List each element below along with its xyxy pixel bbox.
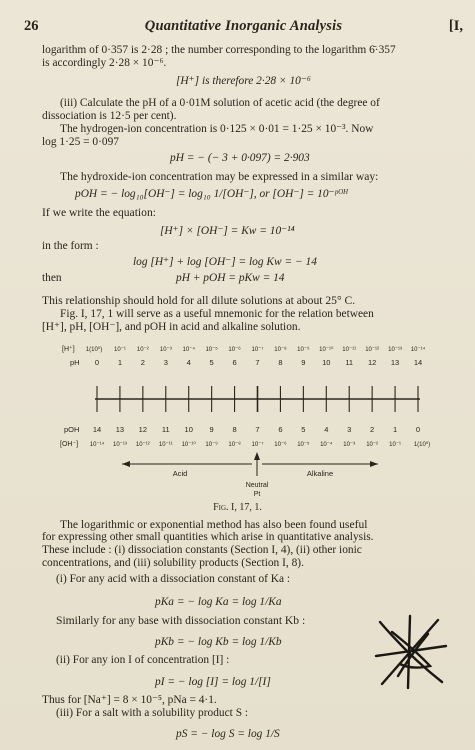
ph-value: 1 bbox=[117, 358, 123, 367]
equation: pS = − log S = log 1/S bbox=[176, 728, 280, 740]
point-label: Pt bbox=[253, 491, 261, 498]
ph-scale-figure bbox=[0, 340, 475, 500]
ph-value: 9 bbox=[301, 358, 306, 367]
row-label-h: [H⁺] bbox=[62, 346, 75, 353]
text-line: dissociation is 12·5 per cent). bbox=[42, 110, 177, 122]
ph-value: 13 bbox=[390, 358, 400, 367]
acid-arrow bbox=[122, 461, 252, 467]
oh-value: 10⁻⁸ bbox=[228, 442, 241, 448]
h-value: 10⁻¹³ bbox=[388, 347, 402, 353]
h-value: 10⁻¹⁰ bbox=[319, 347, 334, 353]
equation: pH = − (− 3 + 0·097) = 2·903 bbox=[170, 152, 310, 164]
text-line: (iii) Calculate the pH of a 0·01M solution of acetic acid (the degree of bbox=[60, 97, 380, 109]
oh-value: 10⁻⁹ bbox=[205, 442, 218, 448]
text-line: logarithm of 0·357 is 2·28 ; the number corresponding to the logarithm 6̄·357 bbox=[42, 44, 396, 56]
poh-value: 2 bbox=[370, 425, 375, 434]
poh-value: 3 bbox=[347, 425, 352, 434]
oh-value: 1(10⁰) bbox=[413, 442, 431, 448]
ph-value: 5 bbox=[209, 358, 214, 367]
poh-values bbox=[93, 425, 420, 434]
ink-scribble-mark bbox=[370, 612, 450, 692]
row-label-ph: pH bbox=[70, 358, 80, 367]
text-line: These include : (i) dissociation constants (Section I, 4), (ii) other ionic bbox=[42, 544, 362, 556]
poh-value: 4 bbox=[324, 425, 329, 434]
text-line: This relationship should hold for all dilute solutions at about 25° C. bbox=[42, 294, 356, 307]
oh-value: 10⁻⁷ bbox=[251, 442, 264, 448]
h-value: 10⁻³ bbox=[159, 347, 172, 353]
equation: pOH = − log₁₀[OH⁻] = log₁₀ 1/[OH⁻], or [OH⁻] = 10⁻ᵖᴼᴴ bbox=[75, 188, 348, 200]
oh-value: 10⁻⁶ bbox=[274, 442, 287, 448]
text-line: for expressing other small quantities which arise in quantitative analysis. bbox=[42, 531, 374, 543]
poh-value: 1 bbox=[392, 425, 398, 434]
ph-value: 2 bbox=[140, 358, 145, 367]
h-value: 10⁻⁷ bbox=[251, 347, 264, 353]
ph-value: 12 bbox=[367, 358, 377, 367]
ph-value: 14 bbox=[413, 358, 423, 367]
h-value: 10⁻¹ bbox=[114, 347, 126, 353]
equation: log [H⁺] + log [OH⁻] = log Kw = − 14 bbox=[133, 256, 317, 268]
poh-value: 5 bbox=[301, 425, 306, 434]
text-line: log 1·25 = 0·097 bbox=[42, 136, 119, 148]
neutral-label: Neutral bbox=[245, 482, 269, 489]
ph-value: 4 bbox=[186, 358, 191, 367]
poh-value: 14 bbox=[92, 425, 102, 434]
h-values bbox=[86, 346, 426, 353]
alkaline-arrow bbox=[262, 461, 378, 467]
acid-label: Acid bbox=[172, 469, 188, 478]
oh-value: 10⁻² bbox=[366, 442, 379, 448]
poh-value: 10 bbox=[184, 425, 193, 434]
poh-value: 6 bbox=[278, 425, 283, 434]
ph-value: 11 bbox=[345, 358, 354, 367]
ph-value: 7 bbox=[255, 358, 260, 367]
h-value: 10⁻¹⁴ bbox=[410, 347, 426, 353]
text-line: If we write the equation: bbox=[42, 206, 156, 219]
h-value: 10⁻⁸ bbox=[274, 347, 287, 353]
h-value: 10⁻⁹ bbox=[297, 347, 310, 353]
text-line: The hydrogen-ion concentration is 0·125 × 0·01 = 1·25 × 10⁻³. Now bbox=[60, 123, 374, 135]
equation: [H⁺] × [OH⁻] = Kw = 10⁻¹⁴ bbox=[160, 225, 295, 237]
text-line: Thus for [Na⁺] = 8 × 10⁻⁵, pNa = 4·1. bbox=[42, 694, 217, 706]
h-value: 10⁻¹² bbox=[365, 347, 380, 353]
ph-value: 10 bbox=[322, 358, 331, 367]
text-line: (ii) For any ion I of concentration [I] : bbox=[56, 654, 230, 666]
poh-value: 11 bbox=[161, 425, 170, 434]
text-line: then bbox=[42, 272, 62, 284]
oh-value: 10⁻¹⁰ bbox=[181, 442, 196, 448]
oh-value: 10⁻¹³ bbox=[113, 442, 127, 448]
page-number: 26 bbox=[24, 18, 39, 34]
equation: pI = − log [I] = log 1/[I] bbox=[155, 676, 271, 688]
poh-value: 8 bbox=[232, 425, 237, 434]
h-value: 10⁻⁶ bbox=[228, 347, 241, 353]
equation: [H⁺] is therefore 2·28 × 10⁻⁶ bbox=[176, 75, 311, 87]
h-value: 10⁻¹¹ bbox=[342, 347, 357, 353]
oh-value: 10⁻⁴ bbox=[320, 442, 333, 448]
figure-caption: Fig. I, 17, 1. bbox=[213, 502, 262, 513]
neutral-arrow bbox=[254, 452, 260, 476]
text-line: The logarithmic or exponential method has also been found useful bbox=[60, 518, 368, 531]
ph-values bbox=[95, 358, 422, 367]
ph-value: 3 bbox=[163, 358, 168, 367]
equation: pKa = − log Ka = log 1/Ka bbox=[155, 596, 282, 608]
page-header bbox=[24, 18, 463, 36]
h-value: 10⁻⁵ bbox=[205, 347, 218, 353]
text-line: [H⁺], pH, [OH⁻], and pOH in acid and alkaline solution. bbox=[42, 321, 301, 333]
ph-value: 8 bbox=[278, 358, 283, 367]
text-line: The hydroxide-ion concentration may be expressed in a similar way: bbox=[60, 170, 379, 183]
poh-value: 12 bbox=[138, 425, 148, 434]
h-value: 1(10⁰) bbox=[85, 347, 103, 353]
oh-value: 10⁻⁵ bbox=[297, 442, 310, 448]
oh-values bbox=[90, 441, 430, 448]
poh-value: 0 bbox=[415, 425, 421, 434]
poh-value: 7 bbox=[255, 425, 260, 434]
oh-value: 10⁻¹⁴ bbox=[89, 442, 105, 448]
oh-value: 10⁻¹¹ bbox=[158, 442, 173, 448]
text-line: (iii) For a salt with a solubility product S : bbox=[56, 707, 249, 719]
h-value: 10⁻² bbox=[136, 347, 149, 353]
ph-value: 6 bbox=[232, 358, 237, 367]
ph-value: 0 bbox=[94, 358, 100, 367]
alkaline-label: Alkaline bbox=[306, 469, 334, 478]
text-line: Fig. I, 17, 1 will serve as a useful mnemonic for the relation between bbox=[60, 308, 374, 320]
equation: pKb = − log Kb = log 1/Kb bbox=[155, 636, 282, 648]
section-mark: [I, bbox=[448, 18, 463, 34]
oh-value: 10⁻¹ bbox=[389, 442, 401, 448]
text-line: (i) For any acid with a dissociation constant of Ka : bbox=[56, 573, 291, 585]
oh-value: 10⁻¹² bbox=[135, 442, 150, 448]
running-title: Quantitative Inorganic Analysis bbox=[144, 18, 343, 34]
row-label-oh: [OH⁻] bbox=[60, 441, 79, 448]
text-line: is accordingly 2·28 × 10⁻⁶. bbox=[42, 57, 167, 69]
equation: pH + pOH = pKw = 14 bbox=[176, 272, 285, 284]
oh-value: 10⁻³ bbox=[343, 442, 356, 448]
poh-value: 9 bbox=[209, 425, 214, 434]
text-line: concentrations, and (iii) solubility products (Section I, 8). bbox=[42, 557, 304, 569]
row-label-poh: pOH bbox=[64, 425, 80, 434]
text-line: in the form : bbox=[42, 240, 99, 252]
text-line: Similarly for any base with dissociation constant Kb : bbox=[56, 614, 306, 627]
poh-value: 13 bbox=[115, 425, 125, 434]
h-value: 10⁻⁴ bbox=[182, 347, 195, 353]
